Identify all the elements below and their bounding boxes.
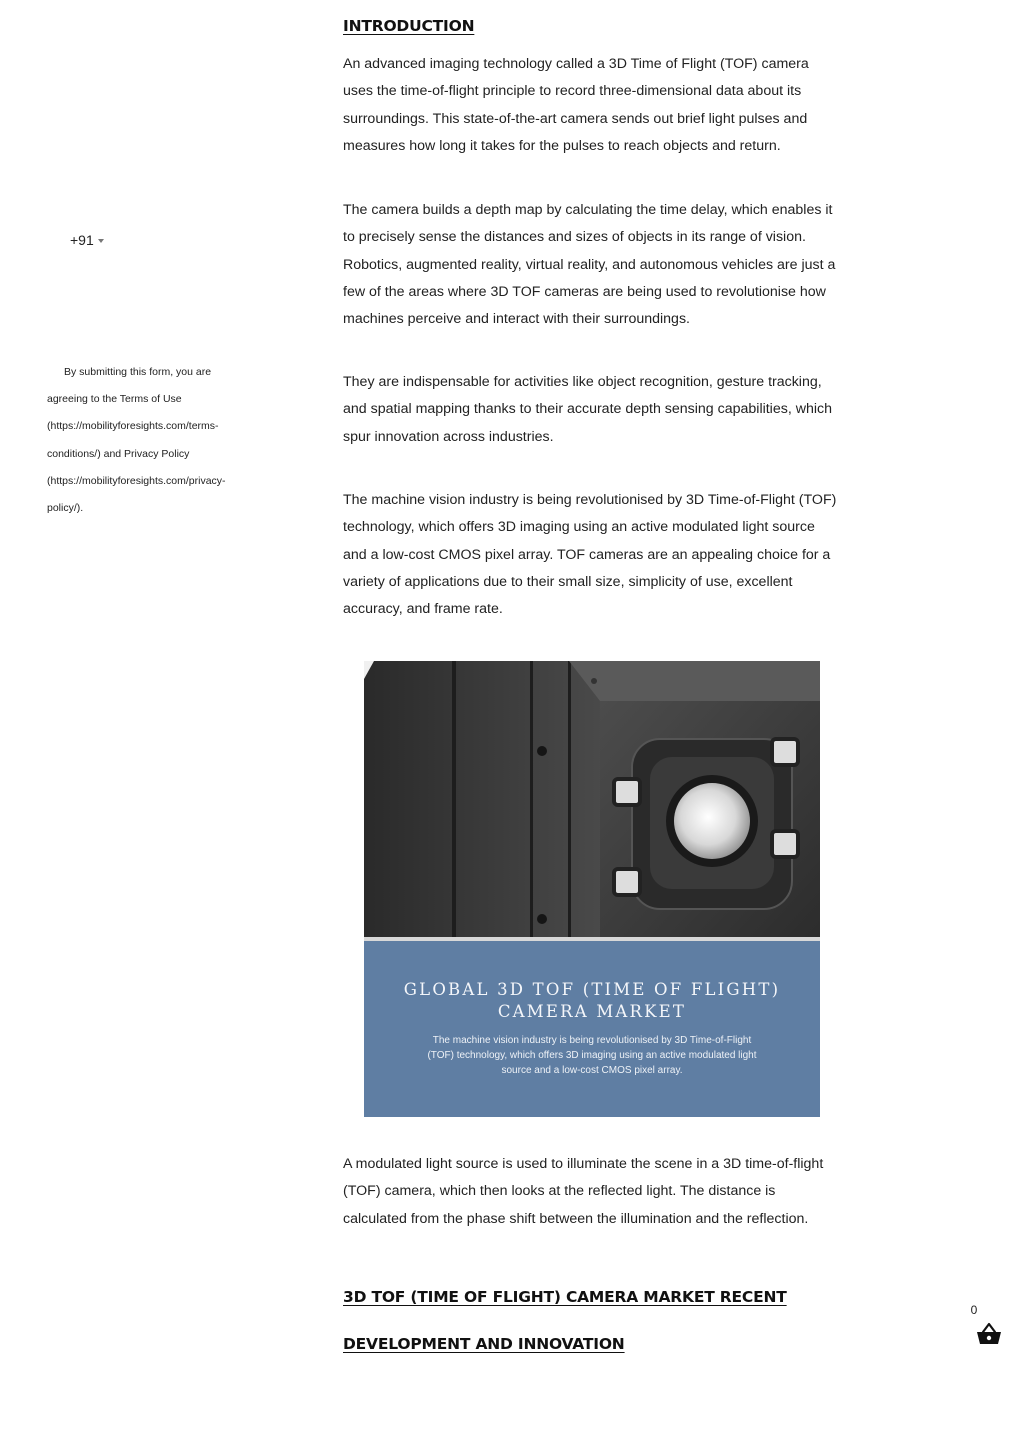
figure-banner [364, 941, 820, 1117]
consent-notice: By submitting this form, you are agreeing to the Terms of Use (https://mobilityforesights.com/terms-conditions/) and Privacy Policy (https://mobilityforesights.com/privacy-policy/). [47, 366, 226, 515]
article-figure [364, 661, 820, 1117]
paragraph-2: The camera builds a depth map by calculating the time delay, which enables it to precisely sense the distances and sizes of objects in its range of vision. Robotics, augmented reality, virtual reality, and autonomous vehicles are just a few of the areas where 3D TOF cameras are being used to revolutionise how machines perceive and interact with their surroundings. [343, 202, 836, 328]
paragraph-4: The machine vision industry is being revolutionised by 3D Time-of-Flight (TOF) technology, which offers 3D imaging using an active modulated light source and a low-cost CMOS pixel array. TOF cameras are an appealing choice for a variety of applications due to their small size, simplicity of use, excellent accuracy, and frame rate. [343, 492, 837, 618]
cart-button[interactable] [968, 1300, 1008, 1360]
recent-development-heading: 3D TOF (TIME OF FLIGHT) CAMERA MARKET RECENT [343, 1288, 787, 1306]
banner-subtitle: The machine vision industry is being revolutionised by 3D Time-of-Flight (TOF) technology, which offers 3D imaging using an active modulated light source and a low-cost CMOS pixel array. [427, 1035, 757, 1076]
paragraph-3: They are indispensable for activities like object recognition, gesture tracking, and spatial mapping thanks to their accurate depth sensing capabilities, which spur innovation across industries. [343, 374, 832, 445]
cart-count: 0 [970, 1303, 978, 1317]
basket-icon [976, 1322, 1002, 1346]
intro-heading: INTRODUCTION [343, 17, 475, 35]
banner-title: GLOBAL 3D TOF (TIME OF FLIGHT) CAMERA MARKET [403, 980, 781, 1021]
paragraph-5: A modulated light source is used to illuminate the scene in a 3D time-of-flight (TOF) camera, which then looks at the reflected light. The distance is calculated from the phase shift between the illumination and the reflection. [343, 1156, 824, 1227]
camera-product-image [364, 661, 820, 941]
chevron-down-icon [98, 239, 104, 243]
recent-development-heading-cont: DEVELOPMENT AND INNOVATION [343, 1335, 625, 1353]
paragraph-1: An advanced imaging technology called a 3D Time of Flight (TOF) camera uses the time-of-flight principle to record three-dimensional data about its surroundings. This state-of-the-art camera sends out brief light pulses and measures how long it takes for the pulses to reach objects and return. [343, 56, 809, 154]
phone-code-label: +91 [70, 232, 94, 248]
sidebar [0, 0, 300, 1449]
phone-country-code-select[interactable] [70, 232, 104, 248]
